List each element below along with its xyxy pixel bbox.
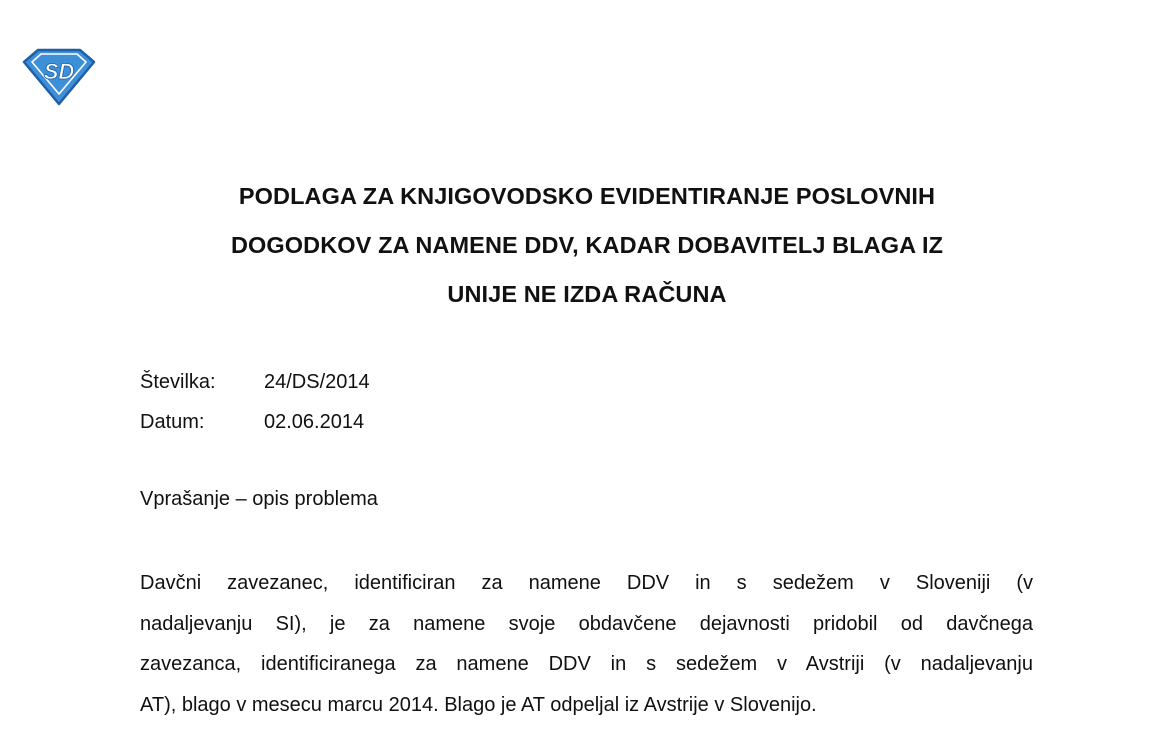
document-title (150, 172, 1024, 319)
number-row (140, 362, 370, 402)
body-paragraph (140, 563, 1033, 726)
date-label: Datum: (140, 411, 205, 433)
paragraph-line: zavezanca, identificiranega za namene DDV in s sedežem v Avstriji (v nadaljevanju (140, 653, 1033, 676)
title-line: PODLAGA ZA KNJIGOVODSKO EVIDENTIRANJE POSLOVNIH (238, 183, 936, 209)
sd-logo-graphic (22, 48, 96, 106)
document-meta (140, 362, 370, 442)
paragraph-line: AT), blago v mesecu marcu 2014. Blago je AT odpeljal iz Avstrije v Slovenijo. (140, 694, 817, 717)
number-label: Številka: (140, 371, 216, 393)
logo-letters: SD (43, 59, 75, 84)
paragraph-line: Davčni zavezanec, identificiran za namene DDV in s sedežem v Sloveniji (v (140, 572, 1033, 594)
paragraph-line: nadaljevanju SI), je za namene svoje obdavčene dejavnosti pridobil od davčnega (140, 612, 1033, 635)
number-value: 24/DS/2014 (264, 371, 370, 393)
title-line: DOGODKOV ZA NAMENE DDV, KADAR DOBAVITELJ BLAGA IZ (230, 232, 944, 258)
title-line: UNIJE NE IZDA RAČUNA (447, 281, 727, 307)
sd-diamond-logo (22, 48, 96, 106)
date-value: 02.06.2014 (264, 411, 365, 433)
date-row (140, 402, 370, 442)
section-heading: Vprašanje – opis problema (140, 488, 378, 510)
